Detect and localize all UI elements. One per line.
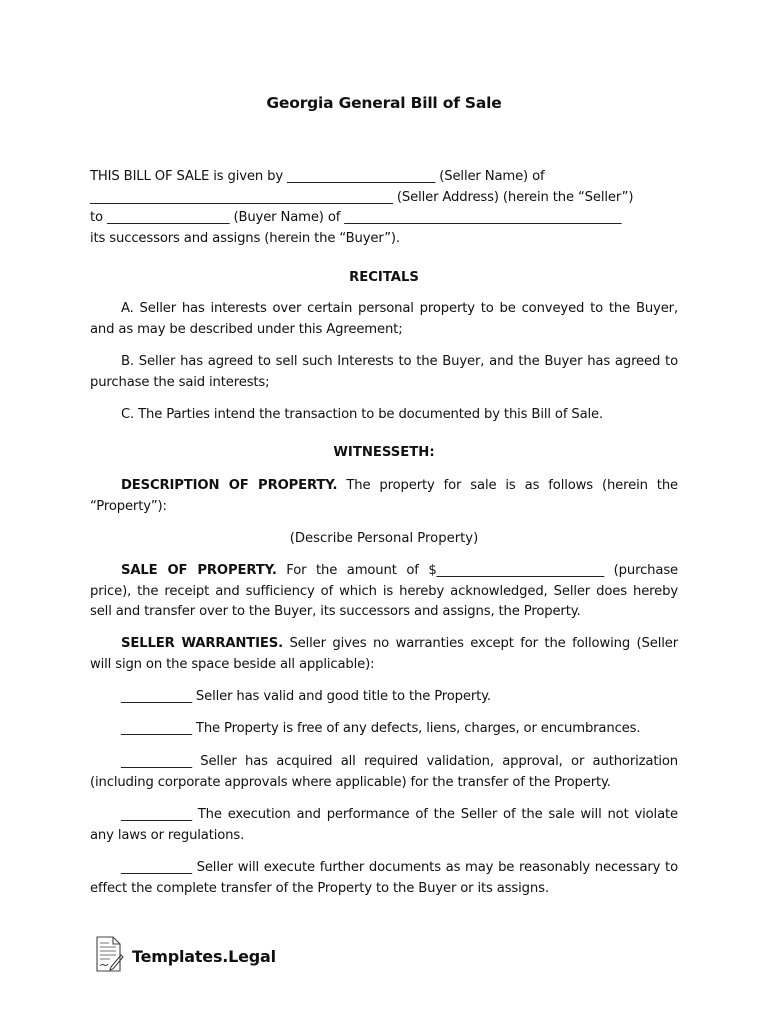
warranties-label: SELLER WARRANTIES. xyxy=(121,636,283,651)
document-pen-icon xyxy=(94,936,124,976)
warranty-item: ___________ The execution and performance of the Seller of the sale will not violate any laws or regulations. xyxy=(90,807,678,843)
witnesseth-heading: WITNESSETH: xyxy=(333,445,435,460)
recital-c: C. The Parties intend the transaction to be documented by this Bill of Sale. xyxy=(121,407,604,422)
intro-paragraph xyxy=(90,167,678,249)
warranty-item: ___________ Seller will execute further documents as may be reasonably necessary to effect the complete transfer of the Property to the Buyer or its assigns. xyxy=(90,860,678,896)
intro-line-1: THIS BILL OF SALE is given by _______________________ (Seller Name) of xyxy=(90,169,545,184)
recital-a: A. Seller has interests over certain personal property to be conveyed to the Buyer, and as may be described under this Agreement; xyxy=(90,301,678,337)
description-label: DESCRIPTION OF PROPERTY. xyxy=(121,478,338,493)
warranty-item: ___________ The Property is free of any defects, liens, charges, or encumbrances. xyxy=(121,721,641,736)
sale-paragraph xyxy=(90,561,678,623)
warranty-item: ___________ Seller has valid and good title to the Property. xyxy=(121,689,491,704)
warranty-item: ___________ Seller has acquired all required validation, approval, or authorization (including corporate approvals where applicable) for the transfer of the Property. xyxy=(90,754,678,790)
description-paragraph xyxy=(90,476,678,517)
document-title: Georgia General Bill of Sale xyxy=(266,94,502,112)
sale-label: SALE OF PROPERTY. xyxy=(121,563,277,578)
recitals-heading: RECITALS xyxy=(349,270,419,285)
description-text: The property for sale is as follows (herein the “Property”): xyxy=(90,478,678,514)
property-placeholder: (Describe Personal Property) xyxy=(289,531,479,546)
intro-line-4: its successors and assigns (herein the “Buyer”). xyxy=(90,230,400,246)
warranties-paragraph xyxy=(90,634,678,675)
recital-b: B. Seller has agreed to sell such Interests to the Buyer, and the Buyer has agreed to purchase the said interests; xyxy=(90,354,678,390)
footer-brand xyxy=(94,938,276,974)
intro-line-3: to ___________________ (Buyer Name) of ___________________________________________ xyxy=(90,210,622,226)
brand-name: Templates.Legal xyxy=(132,946,276,966)
sale-text: For the amount of $__________________________ (purchase price), the receipt and sufficiency of which is hereby acknowledged, Seller does hereby sell and transfer over to the Buyer, its successors and assigns, the Property. xyxy=(90,563,678,620)
warranties-text: Seller gives no warranties except for the following (Seller will sign on the space beside all applicable): xyxy=(90,636,678,672)
intro-line-2: _______________________________________________ (Seller Address) (herein the “Seller”) xyxy=(90,189,634,205)
